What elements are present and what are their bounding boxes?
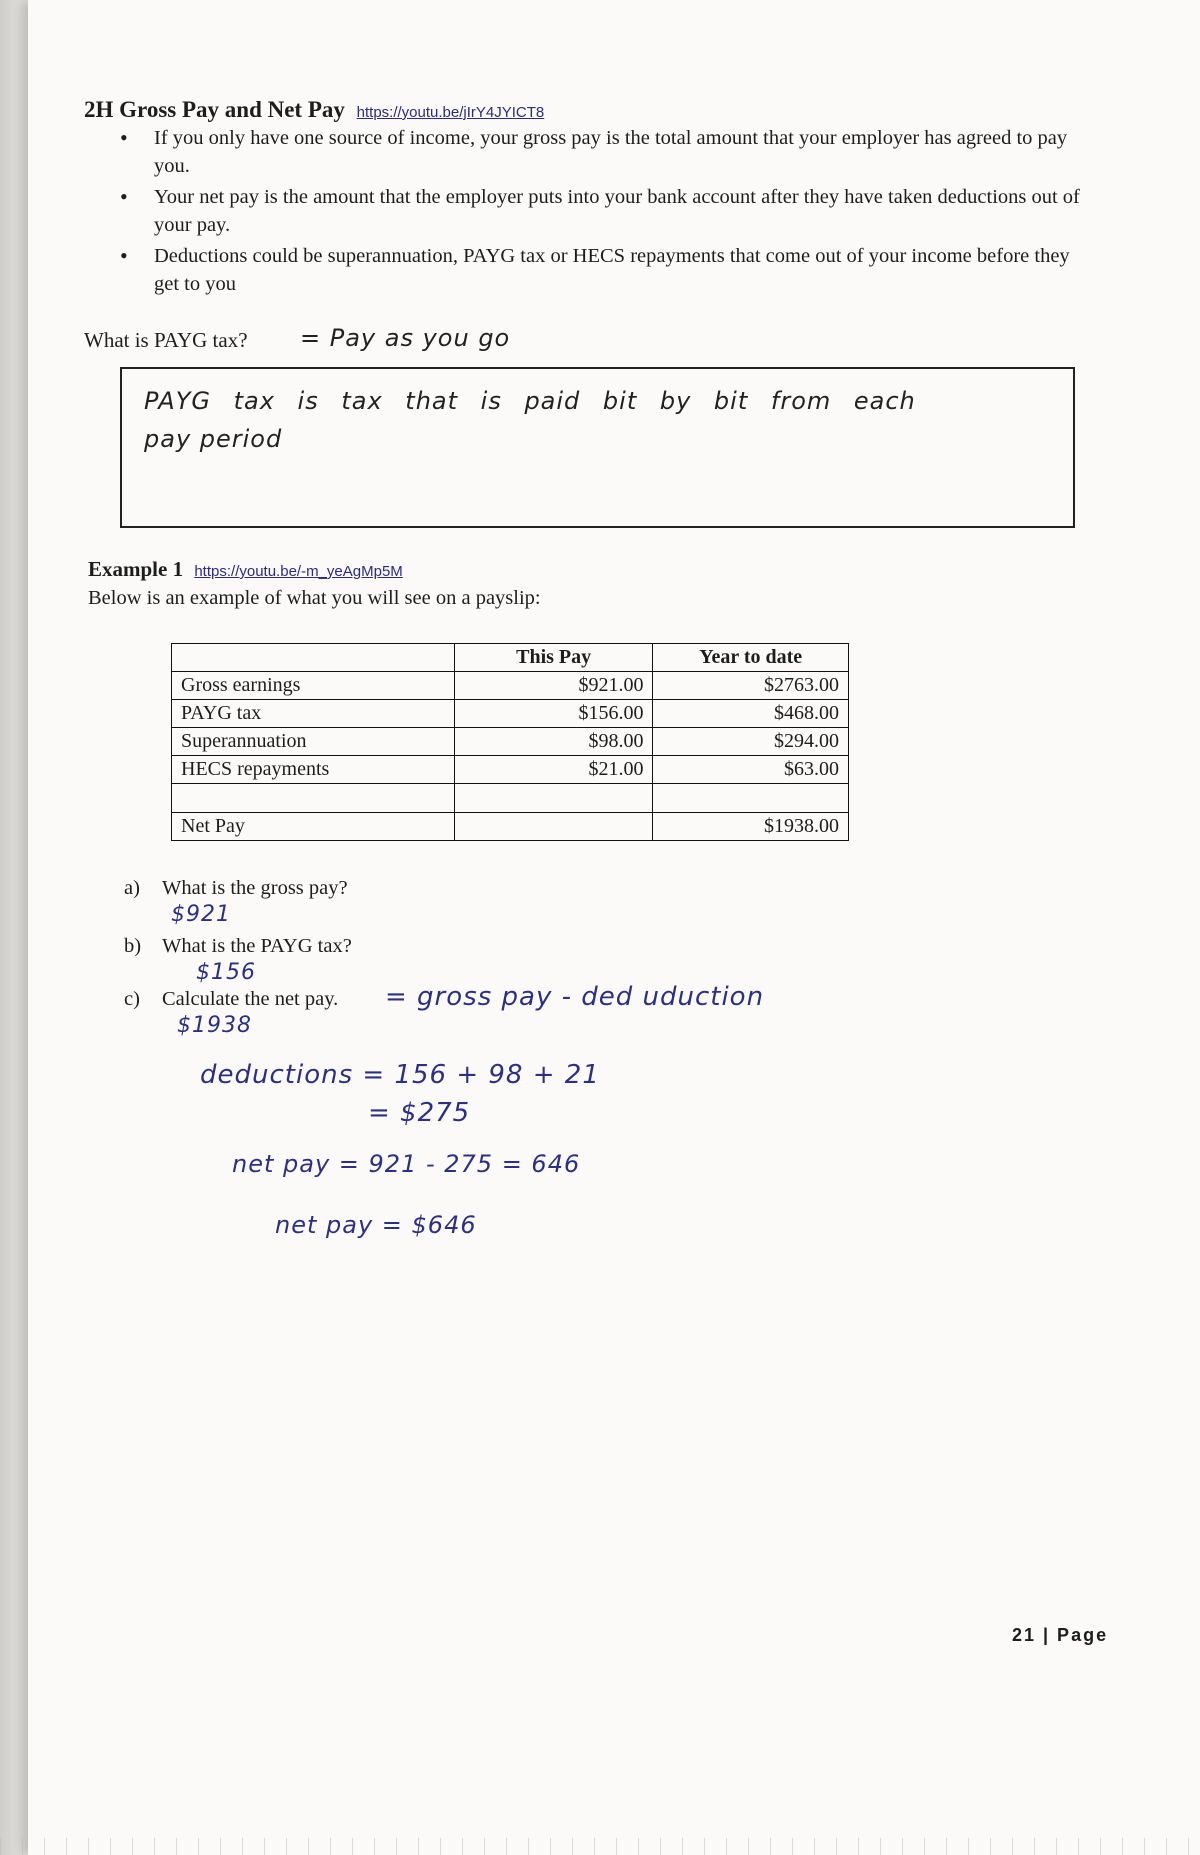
question-label: b): [124, 935, 142, 957]
table-cell: $98.00: [454, 728, 653, 756]
answer-line: pay period: [144, 425, 283, 453]
working-line: = $275: [368, 1098, 471, 1128]
video-link[interactable]: https://youtu.be/jIrY4JYICT8: [356, 104, 545, 121]
payg-question: What is PAYG tax?: [84, 328, 248, 352]
page-number: 21 | Page: [1012, 1625, 1109, 1645]
handwritten-formula: = gross pay - ded uduction: [385, 982, 765, 1012]
table-cell: $468.00: [653, 700, 849, 728]
table-row: [172, 756, 849, 784]
example-video-link[interactable]: https://youtu.be/-m_yeAgMp5M: [194, 563, 403, 580]
question-text: Calculate the net pay.: [162, 988, 339, 1010]
bullet-list: [110, 124, 1080, 301]
table-cell: $1938.00: [653, 813, 849, 841]
table-cell: $921.00: [454, 672, 653, 700]
question-a: [124, 877, 348, 900]
section-heading: [84, 97, 544, 123]
table-header-cell: This Pay: [454, 644, 653, 672]
table-row: [172, 700, 849, 728]
example-title-text: Example 1: [88, 557, 184, 581]
working-line: net pay = $646: [275, 1211, 477, 1239]
table-header-cell: [172, 644, 455, 672]
question-text: What is the PAYG tax?: [162, 935, 352, 957]
section-heading-text: 2H Gross Pay and Net Pay: [84, 97, 345, 122]
table-cell: $2763.00: [653, 672, 849, 700]
working-line: net pay = 921 - 275 = 646: [232, 1150, 581, 1178]
working-line: deductions = 156 + 98 + 21: [200, 1060, 600, 1090]
table-cell: $294.00: [653, 728, 849, 756]
example-subtitle: Below is an example of what you will see on a payslip:: [88, 587, 541, 609]
table-cell: Gross earnings: [172, 672, 455, 700]
page-edge: [0, 0, 28, 1855]
table-cell: [454, 784, 653, 813]
answer-box[interactable]: [120, 367, 1075, 528]
table-cell: HECS repayments: [172, 756, 455, 784]
question-c: [124, 988, 338, 1011]
handwritten-answer-b: $156: [196, 960, 256, 985]
table-row: [172, 672, 849, 700]
table-cell: [653, 784, 849, 813]
question-label: c): [124, 988, 140, 1010]
table-net-row: [172, 813, 849, 841]
answer-line: PAYG tax is tax that is paid bit by bit from each: [144, 387, 916, 415]
question-text: What is the gross pay?: [162, 877, 348, 899]
payslip-table: [171, 643, 849, 841]
bullet-item: • Your net pay is the amount that the employer puts into your bank account after they have taken deductions out of your pay.: [110, 183, 1080, 239]
bullet-item: • Deductions could be superannuation, PAYG tax or HECS repayments that come out of your income before they get to you: [110, 242, 1080, 298]
example-title: [88, 557, 403, 582]
handwritten-answer-c: $1938: [177, 1013, 252, 1038]
table-cell: $156.00: [454, 700, 653, 728]
table-cell: [454, 813, 653, 841]
table-blank-row: [172, 784, 849, 813]
question-label: a): [124, 877, 140, 899]
table-header-row: [172, 644, 849, 672]
question-b: [124, 935, 352, 958]
table-header-cell: Year to date: [653, 644, 849, 672]
bullet-item: • If you only have one source of income, your gross pay is the total amount that your employer has agreed to pay you.: [110, 124, 1080, 180]
table-cell: [172, 784, 455, 813]
payg-handwritten-answer: = Pay as you go: [300, 324, 511, 352]
table-cell: Superannuation: [172, 728, 455, 756]
table-cell: $21.00: [454, 756, 653, 784]
handwritten-answer-a: $921: [171, 902, 231, 927]
table-cell: Net Pay: [172, 813, 455, 841]
table-cell: PAYG tax: [172, 700, 455, 728]
table-row: [172, 728, 849, 756]
ruler-strip: [0, 1838, 1200, 1855]
table-cell: $63.00: [653, 756, 849, 784]
